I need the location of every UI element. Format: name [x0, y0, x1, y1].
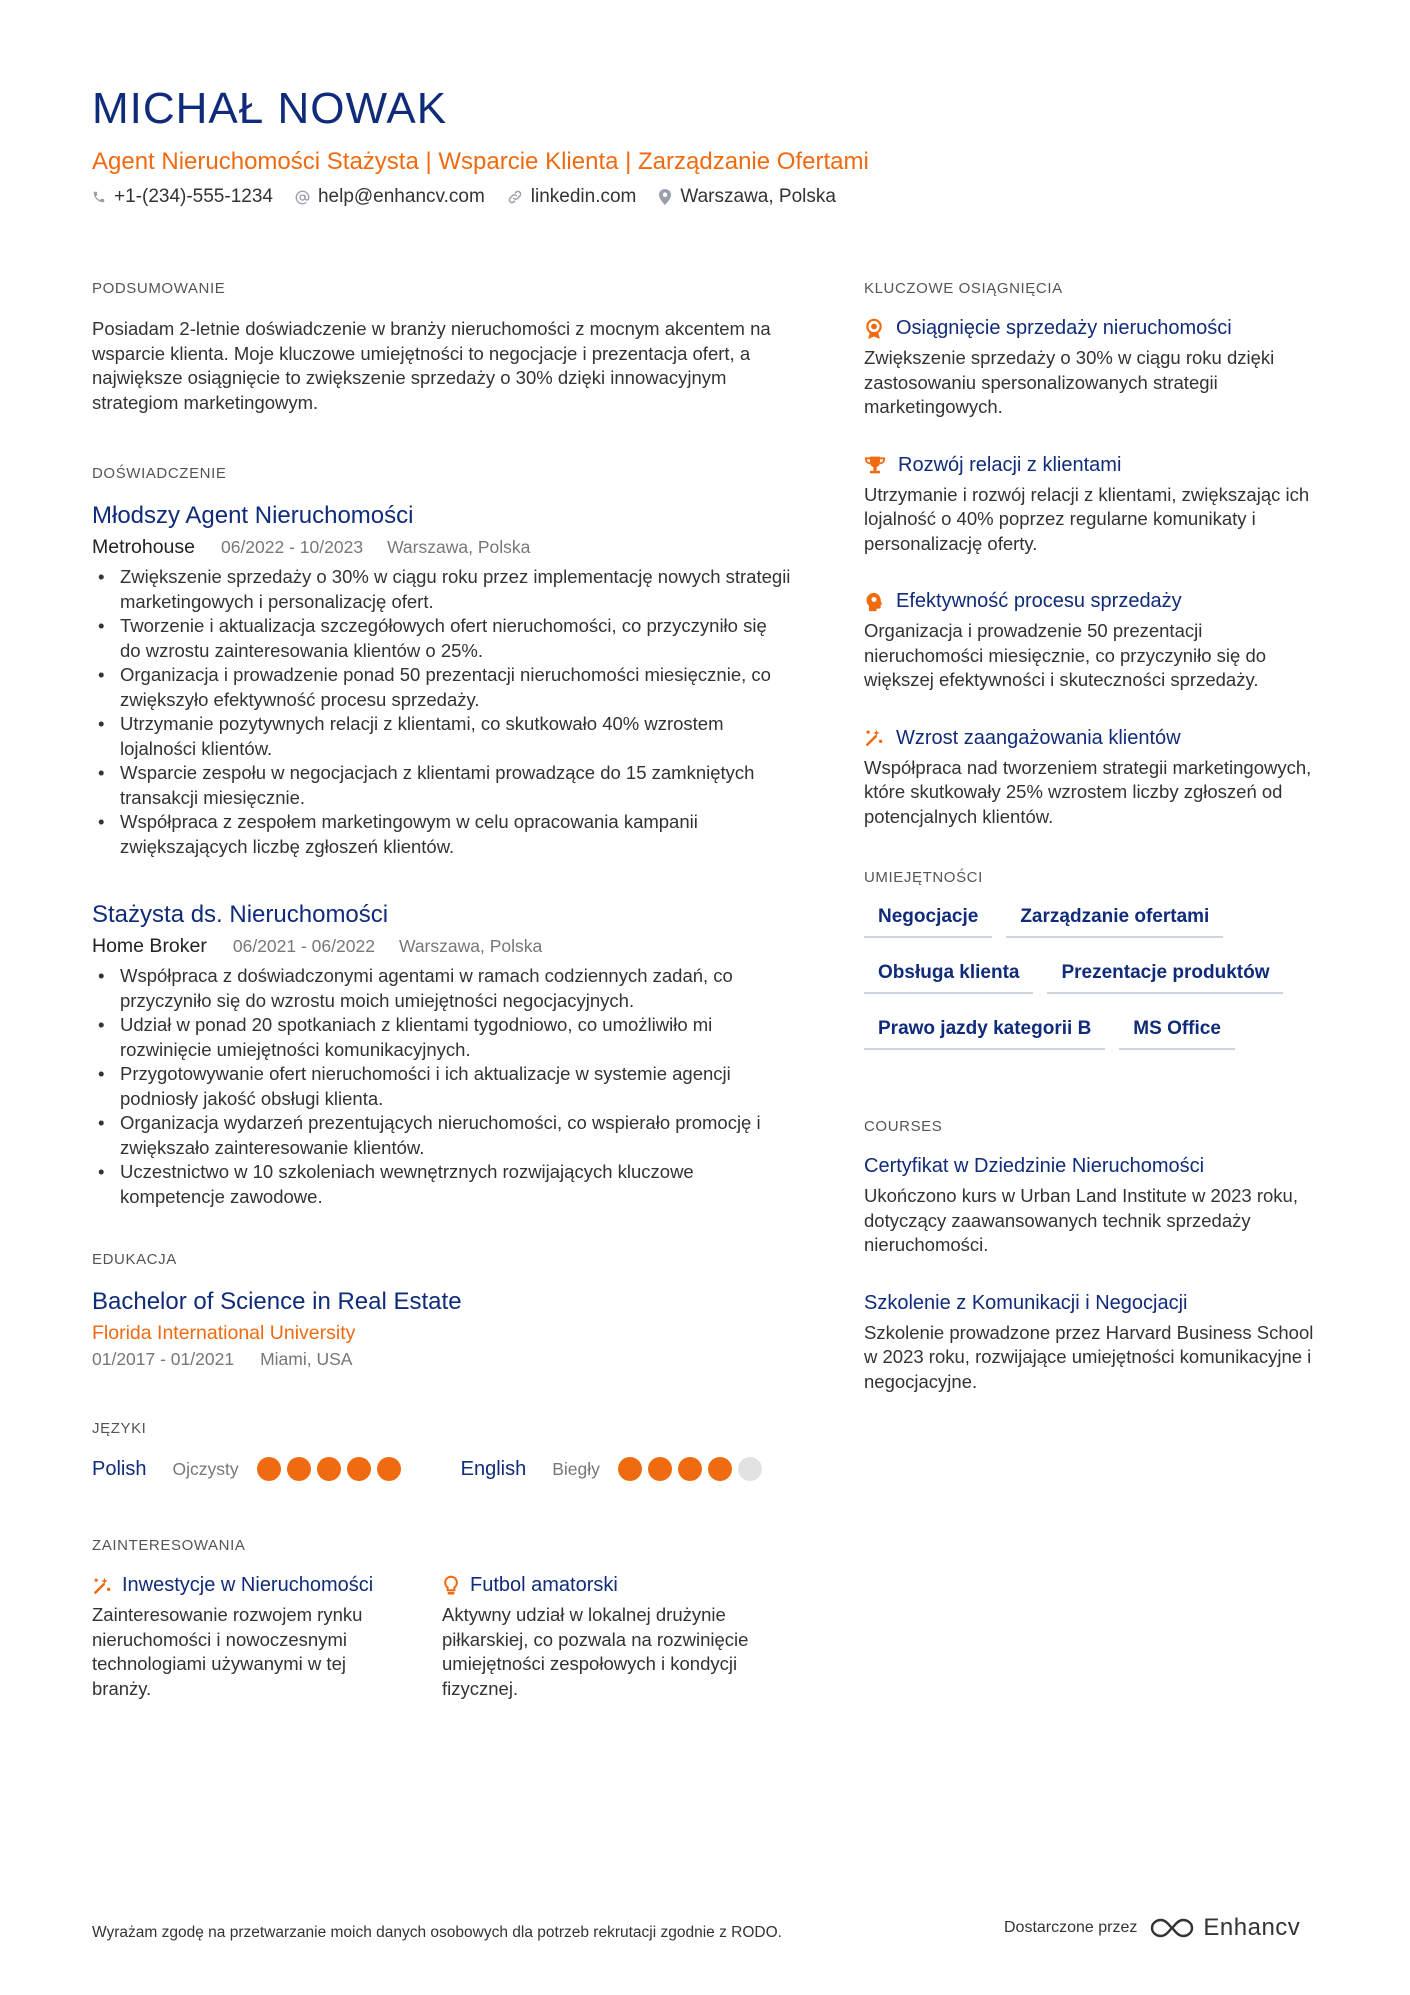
rating-dot-filled: [317, 1457, 341, 1481]
achievement-title: Osiągnięcie sprzedaży nieruchomości: [896, 317, 1232, 339]
job-bullets: [92, 964, 792, 1209]
education-section: [92, 1251, 792, 1370]
contact-phone[interactable]: [92, 186, 273, 208]
language-name: English: [460, 1457, 527, 1480]
headline: Agent Nieruchomości Stażysta | Wsparcie Klienta | Zarządzanie Ofertami: [92, 148, 869, 175]
education-location: Miami, USA: [260, 1349, 353, 1369]
summary-text: Posiadam 2-letnie doświadczenie w branży nieruchomości z mocnym akcentem na wsparcie klienta. Moje kluczowe umiejętności to negocjacje i prezentacja ofert, a największe osiągnięcie to zwiększenie sprzedaży o 30% dzięki innowacyjnym strategiom marketingowym.: [92, 318, 771, 413]
job-entry: [92, 502, 792, 859]
experience-section: [92, 465, 792, 1209]
achievement-item: [864, 727, 1324, 830]
summary-section: [92, 280, 792, 415]
list-item: • Udział w ponad 20 spotkaniach z klientami tygodniowo, co umożliwiło mi rozwinięcie umiejętności komunikacyjnych.: [92, 1013, 792, 1062]
interest-title: Futbol amatorski: [470, 1574, 618, 1596]
interest-item: [92, 1574, 400, 1701]
achievement-item: [864, 590, 1324, 693]
wand-icon: [92, 1576, 112, 1596]
achievement-text: Organizacja i prowadzenie 50 prezentacji nieruchomości miesięcznie, co przyczyniło się do większej efektywności i skuteczności sprzedaży.: [864, 620, 1267, 690]
interest-text: Aktywny udział w lokalnej drużynie piłkarskiej, co pozwala na rozwinięcie umiejętności zespołowych i kondycji fizycznej.: [442, 1604, 749, 1699]
achievement-text: Utrzymanie i rozwój relacji z klientami, zwiększając ich lojalność o 40% poprzez regularne komunikaty i personalizację oferty.: [864, 483, 1310, 554]
language-rating: [257, 1457, 407, 1481]
language-item: [461, 1457, 768, 1481]
interest-head: [442, 1574, 750, 1597]
skill-tag: Prezentacje produktów: [1047, 962, 1283, 994]
rating-dot-filled: [708, 1457, 732, 1481]
skill-tag: MS Office: [1119, 1018, 1235, 1050]
section-title: PODSUMOWANIE: [92, 280, 226, 297]
powered-by-text: Dostarczone przez: [1004, 1919, 1138, 1936]
rating-dot-filled: [257, 1457, 281, 1481]
job-meta: [92, 935, 792, 958]
education-meta: [92, 1349, 792, 1370]
right-column: [864, 280, 1324, 1428]
job-bullets: [92, 565, 792, 859]
achievements-section: [864, 280, 1324, 829]
list-item: • Organizacja i prowadzenie ponad 50 prezentacji nieruchomości miesięcznie, co zwiększyło efektywność procesu sprzedaży.: [92, 663, 792, 712]
trophy-icon: [864, 455, 886, 475]
infinity-logo-icon: [1149, 1916, 1195, 1940]
rating-dot-filled: [347, 1457, 371, 1481]
interest-text: Zainteresowanie rozwojem rynku nieruchomości i nowoczesnymi technologiami używanymi w tej branży.: [92, 1604, 363, 1699]
skills-section: [864, 869, 1324, 1074]
achievement-head: [864, 590, 1324, 613]
interests-section: [92, 1537, 792, 1701]
rating-dot-filled: [287, 1457, 311, 1481]
rating-dot-filled: [648, 1457, 672, 1481]
job-title: Młodszy Agent Nieruchomości: [92, 502, 414, 529]
course-text: Ukończono kurs w Urban Land Institute w 2023 roku, dotyczący zaawansowanych technik sprzedaży nieruchomości.: [864, 1185, 1298, 1255]
skill-list: [864, 906, 1324, 1074]
candidate-name: MICHAŁ NOWAK: [92, 84, 448, 133]
powered-by[interactable]: [1004, 1914, 1300, 1942]
lightbulb-icon: [442, 1575, 460, 1597]
rating-dot-filled: [377, 1457, 401, 1481]
medal-icon: [864, 318, 884, 340]
rating-dot-empty: [738, 1457, 762, 1481]
job-entry: [92, 901, 792, 1209]
section-title: EDUKACJA: [92, 1251, 177, 1268]
contact-location: [658, 186, 836, 208]
contact-linkedin[interactable]: [507, 186, 637, 208]
phone-text: +1-(234)-555-1234: [114, 186, 273, 207]
company-name: Home Broker: [92, 935, 207, 957]
language-name: Polish: [92, 1457, 147, 1480]
skill-tag: Prawo jazdy kategorii B: [864, 1018, 1105, 1050]
interest-head: [92, 1574, 400, 1597]
section-title: COURSES: [864, 1118, 943, 1135]
achievement-title: Rozwój relacji z klientami: [898, 453, 1122, 476]
company-name: Metrohouse: [92, 536, 195, 558]
achievement-title: Efektywność procesu sprzedaży: [896, 590, 1182, 612]
course-title: Szkolenie z Komunikacji i Negocjacji: [864, 1291, 1188, 1314]
contact-bar: [92, 186, 858, 208]
language-list: [92, 1457, 792, 1481]
gdpr-consent: Wyrażam zgodę na przetwarzanie moich danych osobowych dla potrzeb rekrutacji zgodnie z RODO.: [92, 1924, 782, 1941]
list-item: • Organizacja wydarzeń prezentujących nieruchomości, co wspierało promocję i zwiększało zainteresowanie klientów.: [92, 1111, 792, 1160]
skill-tag: Obsługa klienta: [864, 962, 1033, 994]
language-rating: [618, 1457, 768, 1481]
linkedin-text: linkedin.com: [530, 186, 637, 207]
interest-item: [442, 1574, 750, 1701]
language-level: Biegły: [552, 1458, 600, 1479]
skill-tag: Negocjacje: [864, 906, 992, 938]
interest-title: Inwestycje w Nieruchomości: [122, 1574, 374, 1596]
section-title: KLUCZOWE OSIĄGNIĘCIA: [864, 280, 1063, 297]
skill-tag: Zarządzanie ofertami: [1006, 906, 1223, 938]
section-title: ZAINTERESOWANIA: [92, 1537, 246, 1554]
achievement-item: [864, 454, 1324, 557]
link-icon: [507, 189, 523, 205]
list-item: • Tworzenie i aktualizacja szczegółowych ofert nieruchomości, co przyczyniło się do wzrostu zainteresowania klientów o 25%.: [92, 614, 792, 663]
rating-dot-filled: [618, 1457, 642, 1481]
at-icon: [295, 190, 310, 205]
list-item: • Współpraca z doświadczonymi agentami w ramach codziennych zadań, co przyczyniło się do wzrostu moich umiejętności negocjacyjnych.: [92, 964, 792, 1013]
education-dates: 01/2017 - 01/2021: [92, 1349, 235, 1369]
job-meta: [92, 536, 792, 559]
list-item: • Wsparcie zespołu w negocjacjach z klientami prowadzące do 15 zamkniętych transakcji miesięcznie.: [92, 761, 792, 810]
courses-section: [864, 1118, 1324, 1394]
phone-icon: [92, 190, 106, 204]
job-dates: 06/2022 - 10/2023: [220, 537, 364, 557]
list-item: • Przygotowywanie ofert nieruchomości i ich aktualizacje w systemie agencji podniosły jakość obsługi klienta.: [92, 1062, 792, 1111]
rating-dot-filled: [678, 1457, 702, 1481]
language-level: Ojczysty: [172, 1458, 239, 1479]
achievement-head: [864, 454, 1324, 477]
course-item: [864, 1292, 1324, 1395]
achievement-head: [864, 727, 1324, 750]
section-title: JĘZYKI: [92, 1420, 147, 1437]
list-item: • Współpraca z zespołem marketingowym w celu opracowania kampanii zwiększających liczbę zgłoszeń klientów.: [92, 810, 792, 859]
section-title: UMIEJĘTNOŚCI: [864, 869, 983, 886]
wand-icon: [864, 728, 884, 748]
list-item: • Uczestnictwo w 10 szkoleniach wewnętrznych rozwijających kluczowe kompetencje zawodowe.: [92, 1160, 792, 1209]
achievement-head: [864, 317, 1324, 340]
brand-name: Enhancv: [1203, 1914, 1301, 1941]
list-item: • Utrzymanie pozytywnych relacji z klientami, co skutkowało 40% wzrostem lojalności klientów.: [92, 712, 792, 761]
section-title: DOŚWIADCZENIE: [92, 465, 227, 482]
location-pin-icon: [658, 189, 672, 205]
achievement-text: Współpraca nad tworzeniem strategii marketingowych, które skutkowały 25% wzrostem liczby zgłoszeń od potencjalnych klientów.: [864, 756, 1312, 827]
degree: Bachelor of Science in Real Estate: [92, 1288, 462, 1315]
achievement-item: [864, 317, 1324, 420]
course-title: Certyfikat w Dziedzinie Nieruchomości: [864, 1155, 1205, 1177]
job-location: Warszawa, Polska: [387, 537, 531, 557]
course-text: Szkolenie prowadzone przez Harvard Business School w 2023 roku, rozwijające umiejętności komunikacyjne i negocjacyjne.: [864, 1321, 1314, 1392]
job-title: Stażysta ds. Nieruchomości: [92, 901, 389, 928]
school-name: Florida International University: [92, 1322, 356, 1344]
list-item: • Zwiększenie sprzedaży o 30% w ciągu roku przez implementację nowych strategii marketingowych i personalizację ofert.: [92, 565, 792, 614]
language-item: [92, 1457, 407, 1481]
head-gear-icon: [864, 591, 884, 613]
contact-email[interactable]: [295, 186, 485, 208]
job-dates: 06/2021 - 06/2022: [232, 936, 375, 956]
achievement-text: Zwiększenie sprzedaży o 30% w ciągu roku dzięki zastosowaniu spersonalizowanych strategii marketingowych.: [864, 347, 1275, 417]
achievement-title: Wzrost zaangażowania klientów: [896, 726, 1181, 749]
location-text: Warszawa, Polska: [680, 186, 836, 207]
course-item: [864, 1155, 1324, 1258]
email-text: help@enhancv.com: [317, 186, 485, 207]
languages-section: [92, 1420, 792, 1481]
job-location: Warszawa, Polska: [398, 936, 543, 956]
interest-list: [92, 1574, 792, 1701]
left-column: [92, 280, 792, 1701]
